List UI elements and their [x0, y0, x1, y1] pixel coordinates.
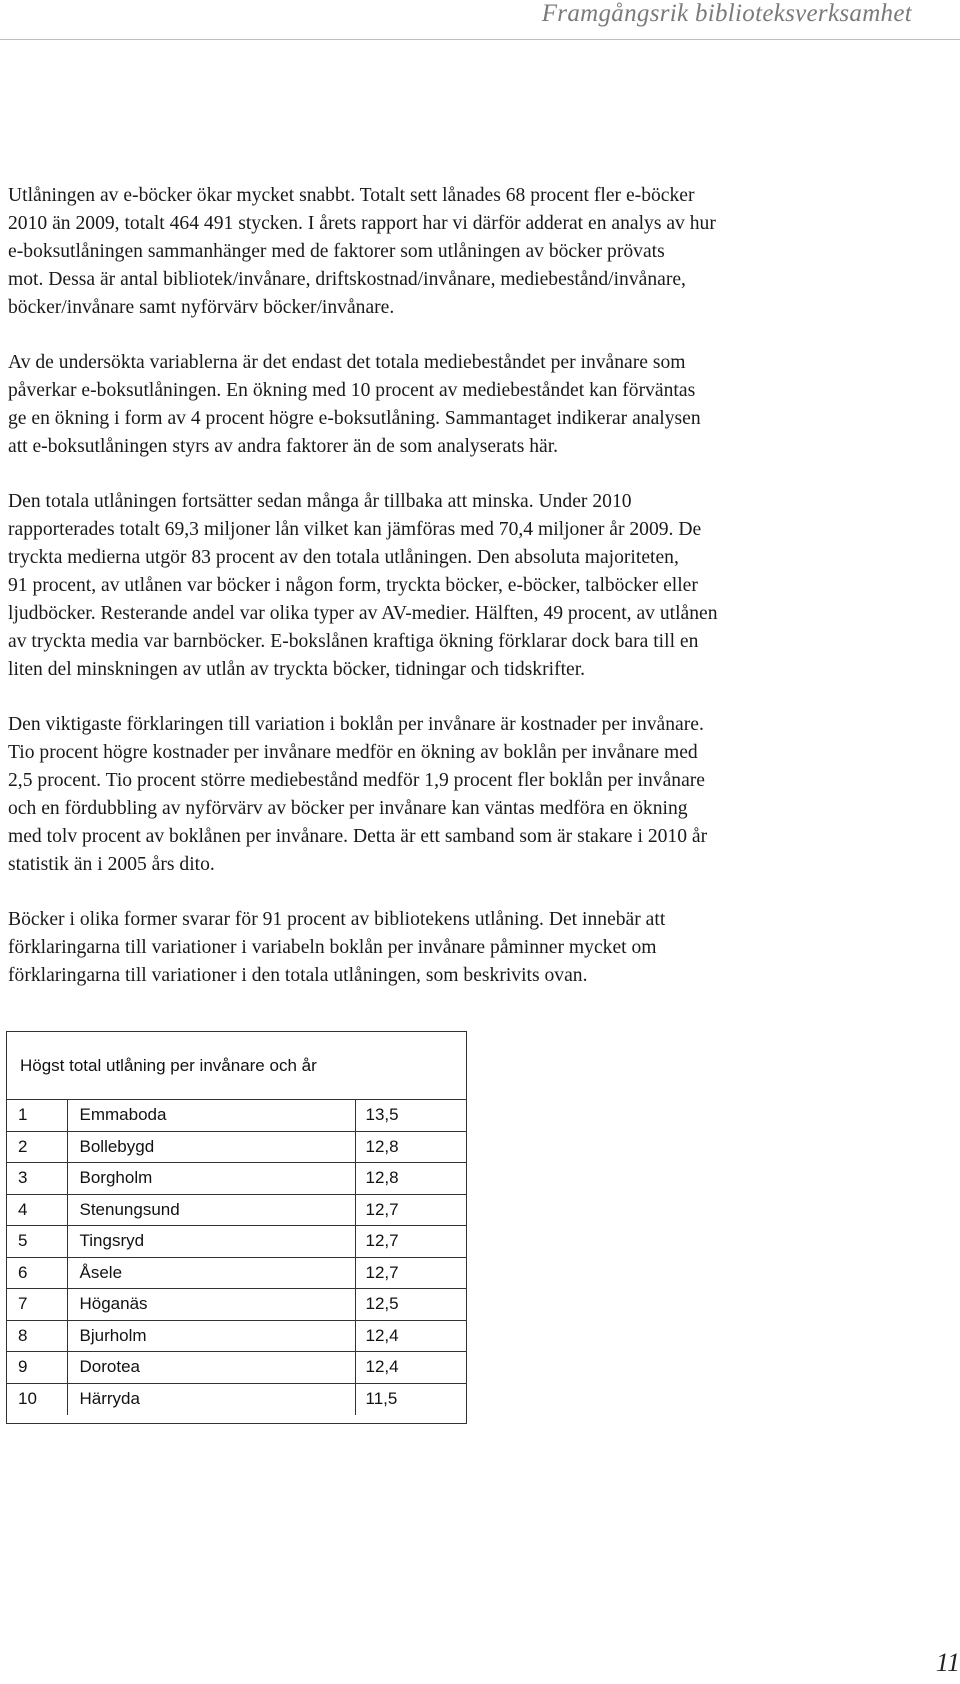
municipality-cell: Höganäs [67, 1289, 355, 1321]
table-row [6, 1352, 467, 1384]
value-cell: 12,4 [355, 1352, 467, 1384]
value-cell: 12,7 [355, 1257, 467, 1289]
lending-table-box [6, 1031, 467, 1424]
text-line: 91 procent, av utlånen var böcker i någon form, tryckta böcker, e-böcker, talböcker eller [8, 575, 698, 596]
paragraph-2 [8, 349, 820, 461]
text-line: Böcker i olika former svarar för 91 procent av bibliotekens utlåning. Det innebär att [8, 909, 666, 930]
table-row [6, 1100, 467, 1132]
text-line: ljudböcker. Resterande andel var olika typer av AV-medier. Hälften, 49 procent, av utlånen [8, 603, 718, 624]
value-cell: 12,7 [355, 1194, 467, 1226]
paragraph-3 [8, 488, 820, 684]
rank-cell: 7 [6, 1289, 67, 1321]
municipality-cell: Härryda [67, 1383, 355, 1415]
text-line: påverkar e-boksutlåningen. En ökning med 10 procent av mediebeståndet kan förväntas [8, 380, 696, 401]
municipality-cell: Åsele [67, 1257, 355, 1289]
header-rule [0, 39, 960, 40]
text-line: mot. Dessa är antal bibliotek/invånare, driftskostnad/invånare, mediebestånd/invånare, [8, 269, 686, 290]
municipality-cell: Emmaboda [67, 1100, 355, 1132]
text-line: Den viktigaste förklaringen till variation i boklån per invånare är kostnader per invånare. [8, 714, 704, 735]
text-line: att e-boksutlåningen styrs av andra faktorer än de som analyserats här. [8, 436, 559, 457]
value-cell: 11,5 [355, 1383, 467, 1415]
text-line: tryckta medierna utgör 83 procent av den totala utlåningen. Den absoluta majoriteten, [8, 547, 679, 568]
municipality-cell: Dorotea [67, 1352, 355, 1384]
table-row [6, 1383, 467, 1415]
table-row [6, 1163, 467, 1195]
rank-cell: 3 [6, 1163, 67, 1195]
municipality-cell: Bjurholm [67, 1320, 355, 1352]
lending-table [6, 1099, 467, 1415]
table-row [6, 1320, 467, 1352]
municipality-cell: Tingsryd [67, 1226, 355, 1258]
rank-cell: 8 [6, 1320, 67, 1352]
text-line: rapporterades totalt 69,3 miljoner lån vilket kan jämföras med 70,4 miljoner år 2009. De [8, 519, 702, 540]
table-row [6, 1289, 467, 1321]
table-title: Högst total utlåning per invånare och år [20, 1056, 317, 1075]
rank-cell: 2 [6, 1131, 67, 1163]
text-line: ge en ökning i form av 4 procent högre e-boksutlåning. Sammantaget indikerar analysen [8, 408, 701, 429]
page-number: 11 [935, 1648, 960, 1677]
rank-cell: 1 [6, 1100, 67, 1132]
paragraph-4 [8, 711, 820, 879]
municipality-cell: Borgholm [67, 1163, 355, 1195]
rank-cell: 5 [6, 1226, 67, 1258]
value-cell: 12,8 [355, 1163, 467, 1195]
value-cell: 12,4 [355, 1320, 467, 1352]
municipality-cell: Bollebygd [67, 1131, 355, 1163]
text-line: böcker/invånare samt nyförvärv böcker/invånare. [8, 297, 395, 318]
rank-cell: 9 [6, 1352, 67, 1384]
value-cell: 12,7 [355, 1226, 467, 1258]
text-line: Den totala utlåningen fortsätter sedan många år tillbaka att minska. Under 2010 [8, 491, 632, 512]
text-line: 2,5 procent. Tio procent större mediebestånd medför 1,9 procent fler boklån per invånare [8, 770, 705, 791]
paragraph-5 [8, 906, 820, 990]
text-line: 2010 än 2009, totalt 464 491 stycken. I årets rapport har vi därför adderat en analys av hur [8, 213, 716, 234]
table-row [6, 1226, 467, 1258]
rank-cell: 4 [6, 1194, 67, 1226]
text-line: Tio procent högre kostnader per invånare medför en ökning av boklån per invånare med [8, 742, 698, 763]
rank-cell: 10 [6, 1383, 67, 1415]
text-line: Utlåningen av e-böcker ökar mycket snabbt. Totalt sett lånades 68 procent fler e-böcker [8, 185, 695, 206]
text-line: och en fördubbling av nyförvärv av böcker per invånare kan väntas medföra en ökning [8, 798, 688, 819]
text-line: statistik än i 2005 års dito. [8, 854, 215, 875]
body-text [8, 182, 820, 1017]
value-cell: 13,5 [355, 1100, 467, 1132]
text-line: förklaringarna till variationer i variabeln boklån per invånare påminner mycket om [8, 937, 657, 958]
text-line: liten del minskningen av utlån av tryckta böcker, tidningar och tidskrifter. [8, 659, 586, 680]
text-line: e-boksutlåningen sammanhänger med de faktorer som utlåningen av böcker prövats [8, 241, 665, 262]
text-line: förklaringarna till variationer i den totala utlåningen, som beskrivits ovan. [8, 965, 588, 986]
paragraph-1 [8, 182, 820, 322]
value-cell: 12,5 [355, 1289, 467, 1321]
text-line: Av de undersökta variablerna är det endast det totala mediebeståndet per invånare som [8, 352, 686, 373]
rank-cell: 6 [6, 1257, 67, 1289]
value-cell: 12,8 [355, 1131, 467, 1163]
table-row [6, 1194, 467, 1226]
table-row [6, 1257, 467, 1289]
text-line: av tryckta media var barnböcker. E-bokslånen kraftiga ökning förklarar dock bara till en [8, 631, 699, 652]
running-header-title: Framgångsrik biblioteksverksamhet [541, 0, 912, 27]
municipality-cell: Stenungsund [67, 1194, 355, 1226]
table-row [6, 1131, 467, 1163]
text-line: med tolv procent av boklånen per invånare. Detta är ett samband som är stakare i 2010 år [8, 826, 708, 847]
